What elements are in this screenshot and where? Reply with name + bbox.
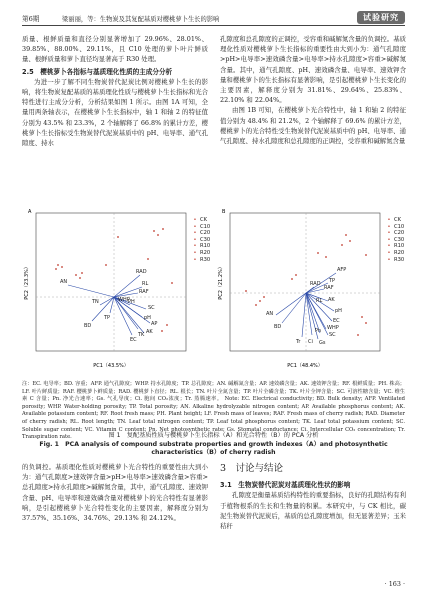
paragraph: 为进一步了解不同生物炭替代泥炭比例对樱桃萝卜生长的影响，将生物炭复配基质的基质理化性质与樱桃萝卜生长指标和光合特性进行主成分分析，分析结果如图 1 所示。由图 1A 可知，全量用两条轴表示，在樱桃萝卜生长指标中，轴 1 和轴 2 的特征值分别为 43.5% 和 23.3%，2 个轴解释了 66.8% 的累计方差，樱桃萝卜生长指标受生物炭替代泥炭基质中的 pH、电导率、通气孔隙度、持水 bbox=[22, 77, 208, 148]
loading-label: RL bbox=[142, 281, 149, 287]
sample-points bbox=[55, 228, 173, 332]
paragraph: 由图 1B 可知，在樱桃萝卜光合特性中，轴 1 和轴 2 的特征值分别为 48.4% 和 21.2%，2 个轴解释了 69.6% 的累计方差，樱桃萝卜的光合特性受生物炭替代泥炭基质中的 pH、电导率、通气孔隙度、持水孔隙度和总孔隙度的正调控，受容重和碱解氮含量 bbox=[220, 106, 406, 146]
legend-item: • C30 bbox=[193, 236, 211, 243]
loading-label: Pn bbox=[315, 328, 322, 334]
legend-item: • C30 bbox=[387, 236, 405, 243]
loading-label: TN bbox=[92, 299, 99, 305]
y-axis-title: PC2（21.2%） bbox=[218, 264, 224, 300]
loading-label: EC bbox=[333, 318, 340, 324]
legend-item: • C10 bbox=[387, 223, 405, 230]
x-axis-title: PC1（43.5%） bbox=[93, 363, 129, 369]
loading-label: TK bbox=[138, 332, 145, 338]
loading-label: SC bbox=[329, 332, 336, 338]
right-column bbox=[220, 34, 406, 146]
legend-item: • CK bbox=[193, 217, 208, 223]
loading-label: AFP bbox=[337, 267, 347, 273]
loading-label: RAD bbox=[136, 269, 147, 275]
loading-label: Gs bbox=[319, 340, 326, 346]
legend-item: • C20 bbox=[193, 230, 211, 237]
bottom-left-column bbox=[22, 462, 208, 523]
figure-caption-en: Fig. 1 PCA analysis of compound substrate properties and growth indexes（A）and photosynthetic characteristics（B）of cherry radish bbox=[39, 441, 388, 457]
y-axis-title: PC2（23.3%） bbox=[24, 264, 30, 300]
paragraph: 孔隙度是衡量基质结构特性的重要指标，良好的孔隙结构有利于植物根系的生长和生物量的积累。本研究中，与 CK 相比，碳泥生物炭替代泥炭后，基质的总孔隙度增加，但无显著差异；玉米秸秆 bbox=[220, 491, 406, 531]
journal-section-badge: 试验研究 bbox=[357, 11, 405, 24]
pca-plot-a bbox=[22, 205, 212, 375]
loading-label: EC bbox=[130, 337, 137, 343]
loading-labels bbox=[60, 269, 157, 343]
legend-item: • R10 bbox=[193, 243, 211, 250]
loading-label: TP bbox=[104, 315, 111, 321]
pca-plot-b bbox=[216, 205, 406, 375]
figure-note: 注：EC. 电导率；BD. 容重；AFP. 通气孔隙度；WHP. 持水孔隙度；TP. 总孔隙度；AN. 碱解氮含量；AP. 速效磷含量；AK. 速效钾含量；RF. 根鲜质量；PH. 株高；LF. 叶片鲜质量；RAF. 樱桃萝卜鲜质量；RAD. 樱桃萝卜直径；RL. 根长；TN. 叶片全氮含量；TP. 叶片全磷含量；TK. 叶片全钾含量；SC. 可溶性糖含量；VC. 维生素 C 含量；Pn. 净光合速率；Gs. 气孔导度；Ci. 胞间 CO₂浓度；Tr. 蒸腾速率。 Note: EC. Electrical conductivity; BD. Bulk density; AFP. Ventilated porosity; WHP. Water-holding porosity; TP. Total porosity; AN. Alkaline hydrolyzable nitrogen content; AP. Available phosphorus content; AK. Available potassium content; RF. Root fresh mass; PH. Plant height; LF. Fresh mass of leaves; RAF. Fresh mass of cherry radish; RAD. Diameter of cherry radish; RL. Root length; TN. Leaf total nitrogen content; TP. Leaf total phosphorus content; TK. Leaf total potassium content; SC. Soluble sugar content; VC. Vitamin C content; Pn. Net photosynthetic rate; Gs. Stomatal conductance; Ci. Intercellular CO₂ concentration; Tr. Transpiration rate. bbox=[22, 381, 405, 441]
loading-label: PH bbox=[128, 299, 135, 305]
legend-item: • R10 bbox=[387, 243, 405, 250]
issue-number: 第6期 bbox=[22, 15, 40, 23]
loading-label: RL bbox=[316, 298, 323, 304]
paragraph: 质量、根鲜质量和直径分别显著增加了 29.96%、28.01%、39.85%、88.00%、29.11%，且 C10 处理的萝卜叶片鲜质量、根鲜质量和萝卜直径均显著高于 R30 处理。 bbox=[22, 35, 208, 64]
loading-label: RAF bbox=[324, 285, 334, 291]
section-heading: 2.5 樱桃萝卜各指标与基质理化性质的主成分分析 bbox=[22, 67, 173, 76]
running-header bbox=[22, 10, 405, 26]
loading-label: RAD bbox=[310, 281, 321, 287]
legend-item: • R20 bbox=[193, 249, 211, 256]
legend bbox=[192, 217, 210, 263]
loading-label: BD bbox=[84, 323, 92, 329]
loading-label: WHP bbox=[118, 297, 130, 303]
legend-item: • R20 bbox=[387, 249, 405, 256]
loading-label: AK bbox=[328, 297, 335, 303]
pca-panel-a bbox=[22, 205, 212, 375]
legend bbox=[386, 217, 404, 263]
loading-label: AK bbox=[146, 329, 153, 335]
x-axis-title: PC1（48.4%） bbox=[287, 363, 323, 369]
loading-label: Ci bbox=[308, 339, 313, 345]
pca-panel-b bbox=[216, 205, 406, 375]
panel-label: A bbox=[28, 209, 32, 215]
running-title: 梁丽丽，等：生物炭及其复配基质对樱桃萝卜生长的影响 bbox=[62, 16, 220, 23]
legend-item: • R30 bbox=[193, 256, 211, 263]
loading-label: SC bbox=[148, 305, 155, 311]
loading-label: AP bbox=[151, 321, 158, 327]
panel-label: B bbox=[222, 209, 226, 215]
loading-label: WHP bbox=[327, 325, 339, 331]
loading-label: pH bbox=[335, 308, 342, 314]
legend-item: • CK bbox=[387, 217, 402, 223]
loading-label: Tr bbox=[296, 339, 301, 345]
left-column bbox=[22, 34, 208, 148]
loading-label: pH bbox=[144, 315, 151, 321]
subsection-heading: 3.1 生物炭替代泥炭对基质理化性状的影响 bbox=[220, 481, 351, 490]
figure-caption-cn: 图 1 复配基质性质与樱桃萝卜生长指标（A）和光合特性（B）的 PCA 分析 bbox=[108, 432, 319, 439]
loading-label: RAF bbox=[139, 289, 149, 295]
loading-label: AN bbox=[266, 311, 274, 317]
legend-item: • C20 bbox=[387, 230, 405, 237]
loading-arrows bbox=[68, 275, 150, 335]
paragraph: 孔隙度和总孔隙度的正调控，受容重和碱解氮含量的负调控。基质理化性质对樱桃萝卜生长指标的重要性由大到小为：通气孔隙度>pH>电导率>速效磷含量>电导率>持水孔隙度>容重>碱解氮含量。其中，通气孔隙度、pH、速效磷含量、电导率、速效钾含量和樱桃萝卜的生长指标有显著影响，是引起樱桃萝卜生长变化的主要因素，解释度分别为 31.81%、29.64%、25.83%、22.10% 和 22.04%。 bbox=[220, 35, 406, 105]
section-heading: 3 讨论与结论 bbox=[220, 463, 284, 474]
loading-label: AN bbox=[60, 279, 68, 285]
loading-label: BD bbox=[274, 324, 282, 330]
bottom-right-column bbox=[220, 462, 406, 531]
legend-item: • C10 bbox=[193, 223, 211, 230]
legend-item: • R30 bbox=[387, 256, 405, 263]
loading-label: TP bbox=[329, 278, 336, 284]
page-number: · 163 · bbox=[384, 580, 405, 588]
paragraph: 的负调控。基质理化性质对樱桃萝卜光合特性的重要性由大到小为：通气孔隙度>速效钾含量>pH>电导率>速效磷含量>容重>总孔隙度>持水孔隙度>碱解氮含量，其中，通气孔隙度、速效钾含量、pH、电导率和速效磷含量对樱桃萝卜的光合特性有显著影响，是引起樱桃萝卜光合特性变化的主要因素，解释度分别为 37.57%、35.16%、34.76%、29.13% 和 24.12%。 bbox=[22, 463, 208, 523]
